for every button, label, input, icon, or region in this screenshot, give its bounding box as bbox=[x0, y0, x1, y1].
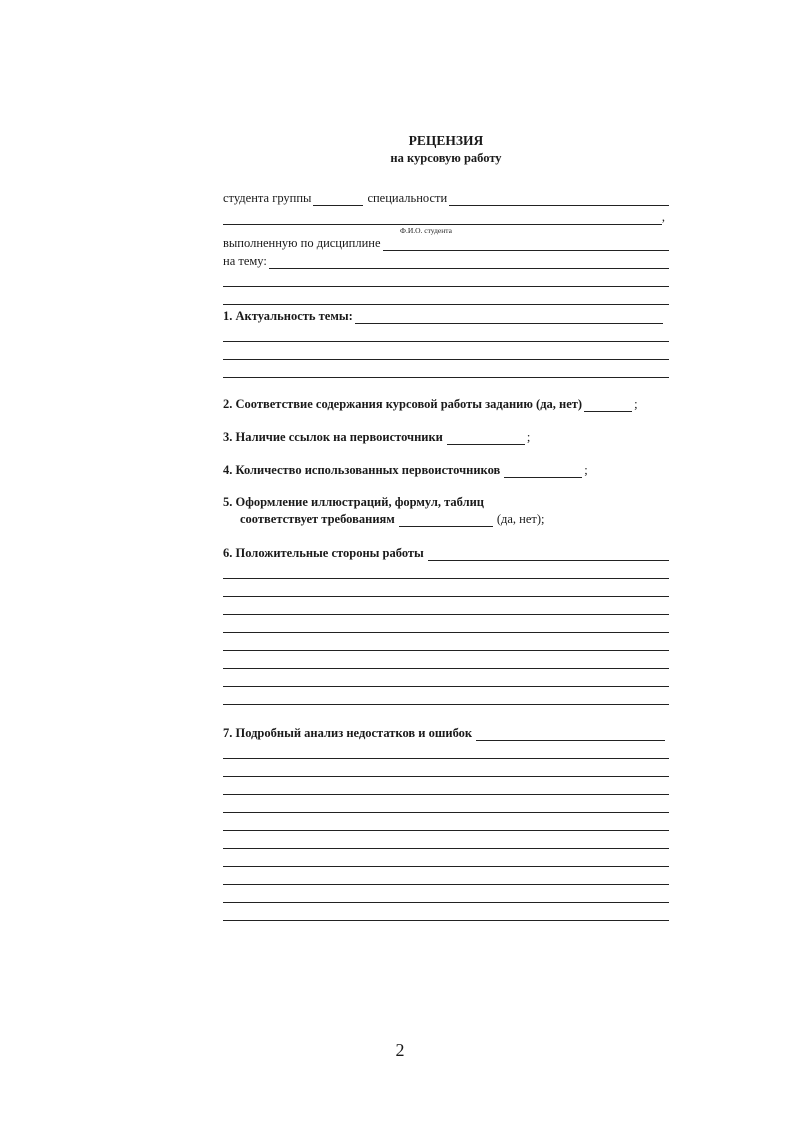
section-formatting-row-2 bbox=[223, 512, 686, 527]
section-conformity-label: 2. Соответствие содержания курсовой работы заданию (да, нет) bbox=[223, 396, 583, 411]
section-conformity-end: ; bbox=[634, 396, 638, 411]
answer-line[interactable] bbox=[223, 741, 669, 759]
discipline-field[interactable] bbox=[383, 237, 669, 251]
section-relevance-field[interactable] bbox=[355, 310, 663, 324]
topic-line[interactable] bbox=[223, 287, 669, 305]
student-name-field[interactable] bbox=[223, 211, 662, 225]
section-sources-count-label: 4. Количество использованных первоисточников bbox=[223, 462, 501, 477]
topic-row bbox=[223, 254, 669, 269]
section-relevance-row bbox=[223, 309, 669, 324]
answer-line[interactable] bbox=[223, 849, 669, 867]
answer-line[interactable] bbox=[223, 759, 669, 777]
answer-line[interactable] bbox=[223, 651, 669, 669]
document-subtitle: на курсовую работу bbox=[390, 151, 502, 166]
section-strengths-row bbox=[223, 546, 669, 561]
topic-label: на тему: bbox=[223, 253, 267, 268]
section-references-label: 3. Наличие ссылок на первоисточники bbox=[223, 429, 443, 444]
answer-line[interactable] bbox=[223, 903, 669, 921]
answer-line[interactable] bbox=[223, 795, 669, 813]
answer-line[interactable] bbox=[223, 777, 669, 795]
specialty-label: специальности bbox=[367, 191, 448, 206]
student-group-row bbox=[223, 191, 669, 206]
student-name-caption: Ф.И.О. студента bbox=[400, 226, 452, 236]
section-sources-count-field[interactable] bbox=[504, 464, 582, 478]
section-shortcomings-row bbox=[223, 726, 669, 741]
answer-line[interactable] bbox=[223, 813, 669, 831]
discipline-row bbox=[223, 236, 669, 251]
answer-line[interactable] bbox=[223, 579, 669, 597]
answer-line[interactable] bbox=[223, 324, 669, 342]
student-group-label: студента группы bbox=[223, 191, 312, 206]
answer-line[interactable] bbox=[223, 342, 669, 360]
student-group-field[interactable] bbox=[313, 192, 363, 206]
review-form bbox=[223, 133, 669, 921]
topic-line[interactable] bbox=[223, 269, 669, 287]
answer-line[interactable] bbox=[223, 597, 669, 615]
section-strengths-field[interactable] bbox=[428, 547, 669, 561]
specialty-field[interactable] bbox=[449, 192, 669, 206]
answer-line[interactable] bbox=[223, 831, 669, 849]
answer-line[interactable] bbox=[223, 669, 669, 687]
section-formatting-field[interactable] bbox=[399, 513, 493, 527]
student-name-comma: , bbox=[661, 210, 665, 225]
section-strengths-label: 6. Положительные стороны работы bbox=[223, 545, 424, 560]
student-name-row bbox=[223, 210, 669, 225]
section-conformity-row bbox=[223, 397, 669, 412]
section-formatting-label: 5. Оформление иллюстраций, формул, таблиц bbox=[223, 494, 484, 509]
section-shortcomings-field[interactable] bbox=[476, 727, 665, 741]
section-sources-count-row bbox=[223, 463, 669, 478]
section-references-end: ; bbox=[526, 429, 531, 444]
answer-line[interactable] bbox=[223, 360, 669, 378]
answer-line[interactable] bbox=[223, 867, 669, 885]
answer-line[interactable] bbox=[223, 885, 669, 903]
discipline-label: выполненную по дисциплине bbox=[223, 235, 381, 250]
section-conformity-field[interactable] bbox=[584, 398, 632, 412]
answer-line[interactable] bbox=[223, 561, 669, 579]
section-references-field[interactable] bbox=[447, 431, 525, 445]
topic-field[interactable] bbox=[269, 255, 669, 269]
document-title: РЕЦЕНЗИЯ bbox=[408, 133, 484, 148]
section-references-row bbox=[223, 430, 669, 445]
section-formatting-label-2: соответствует требованиям bbox=[240, 511, 395, 526]
section-shortcomings-label: 7. Подробный анализ недостатков и ошибок bbox=[223, 725, 473, 740]
section-sources-count-end: ; bbox=[584, 462, 588, 477]
answer-line[interactable] bbox=[223, 615, 669, 633]
section-formatting-row bbox=[223, 495, 669, 510]
section-relevance-label: 1. Актуальность темы: bbox=[223, 308, 353, 323]
page-number: 2 bbox=[395, 1040, 405, 1060]
answer-line[interactable] bbox=[223, 687, 669, 705]
answer-line[interactable] bbox=[223, 633, 669, 651]
section-formatting-end: (да, нет); bbox=[496, 511, 545, 526]
